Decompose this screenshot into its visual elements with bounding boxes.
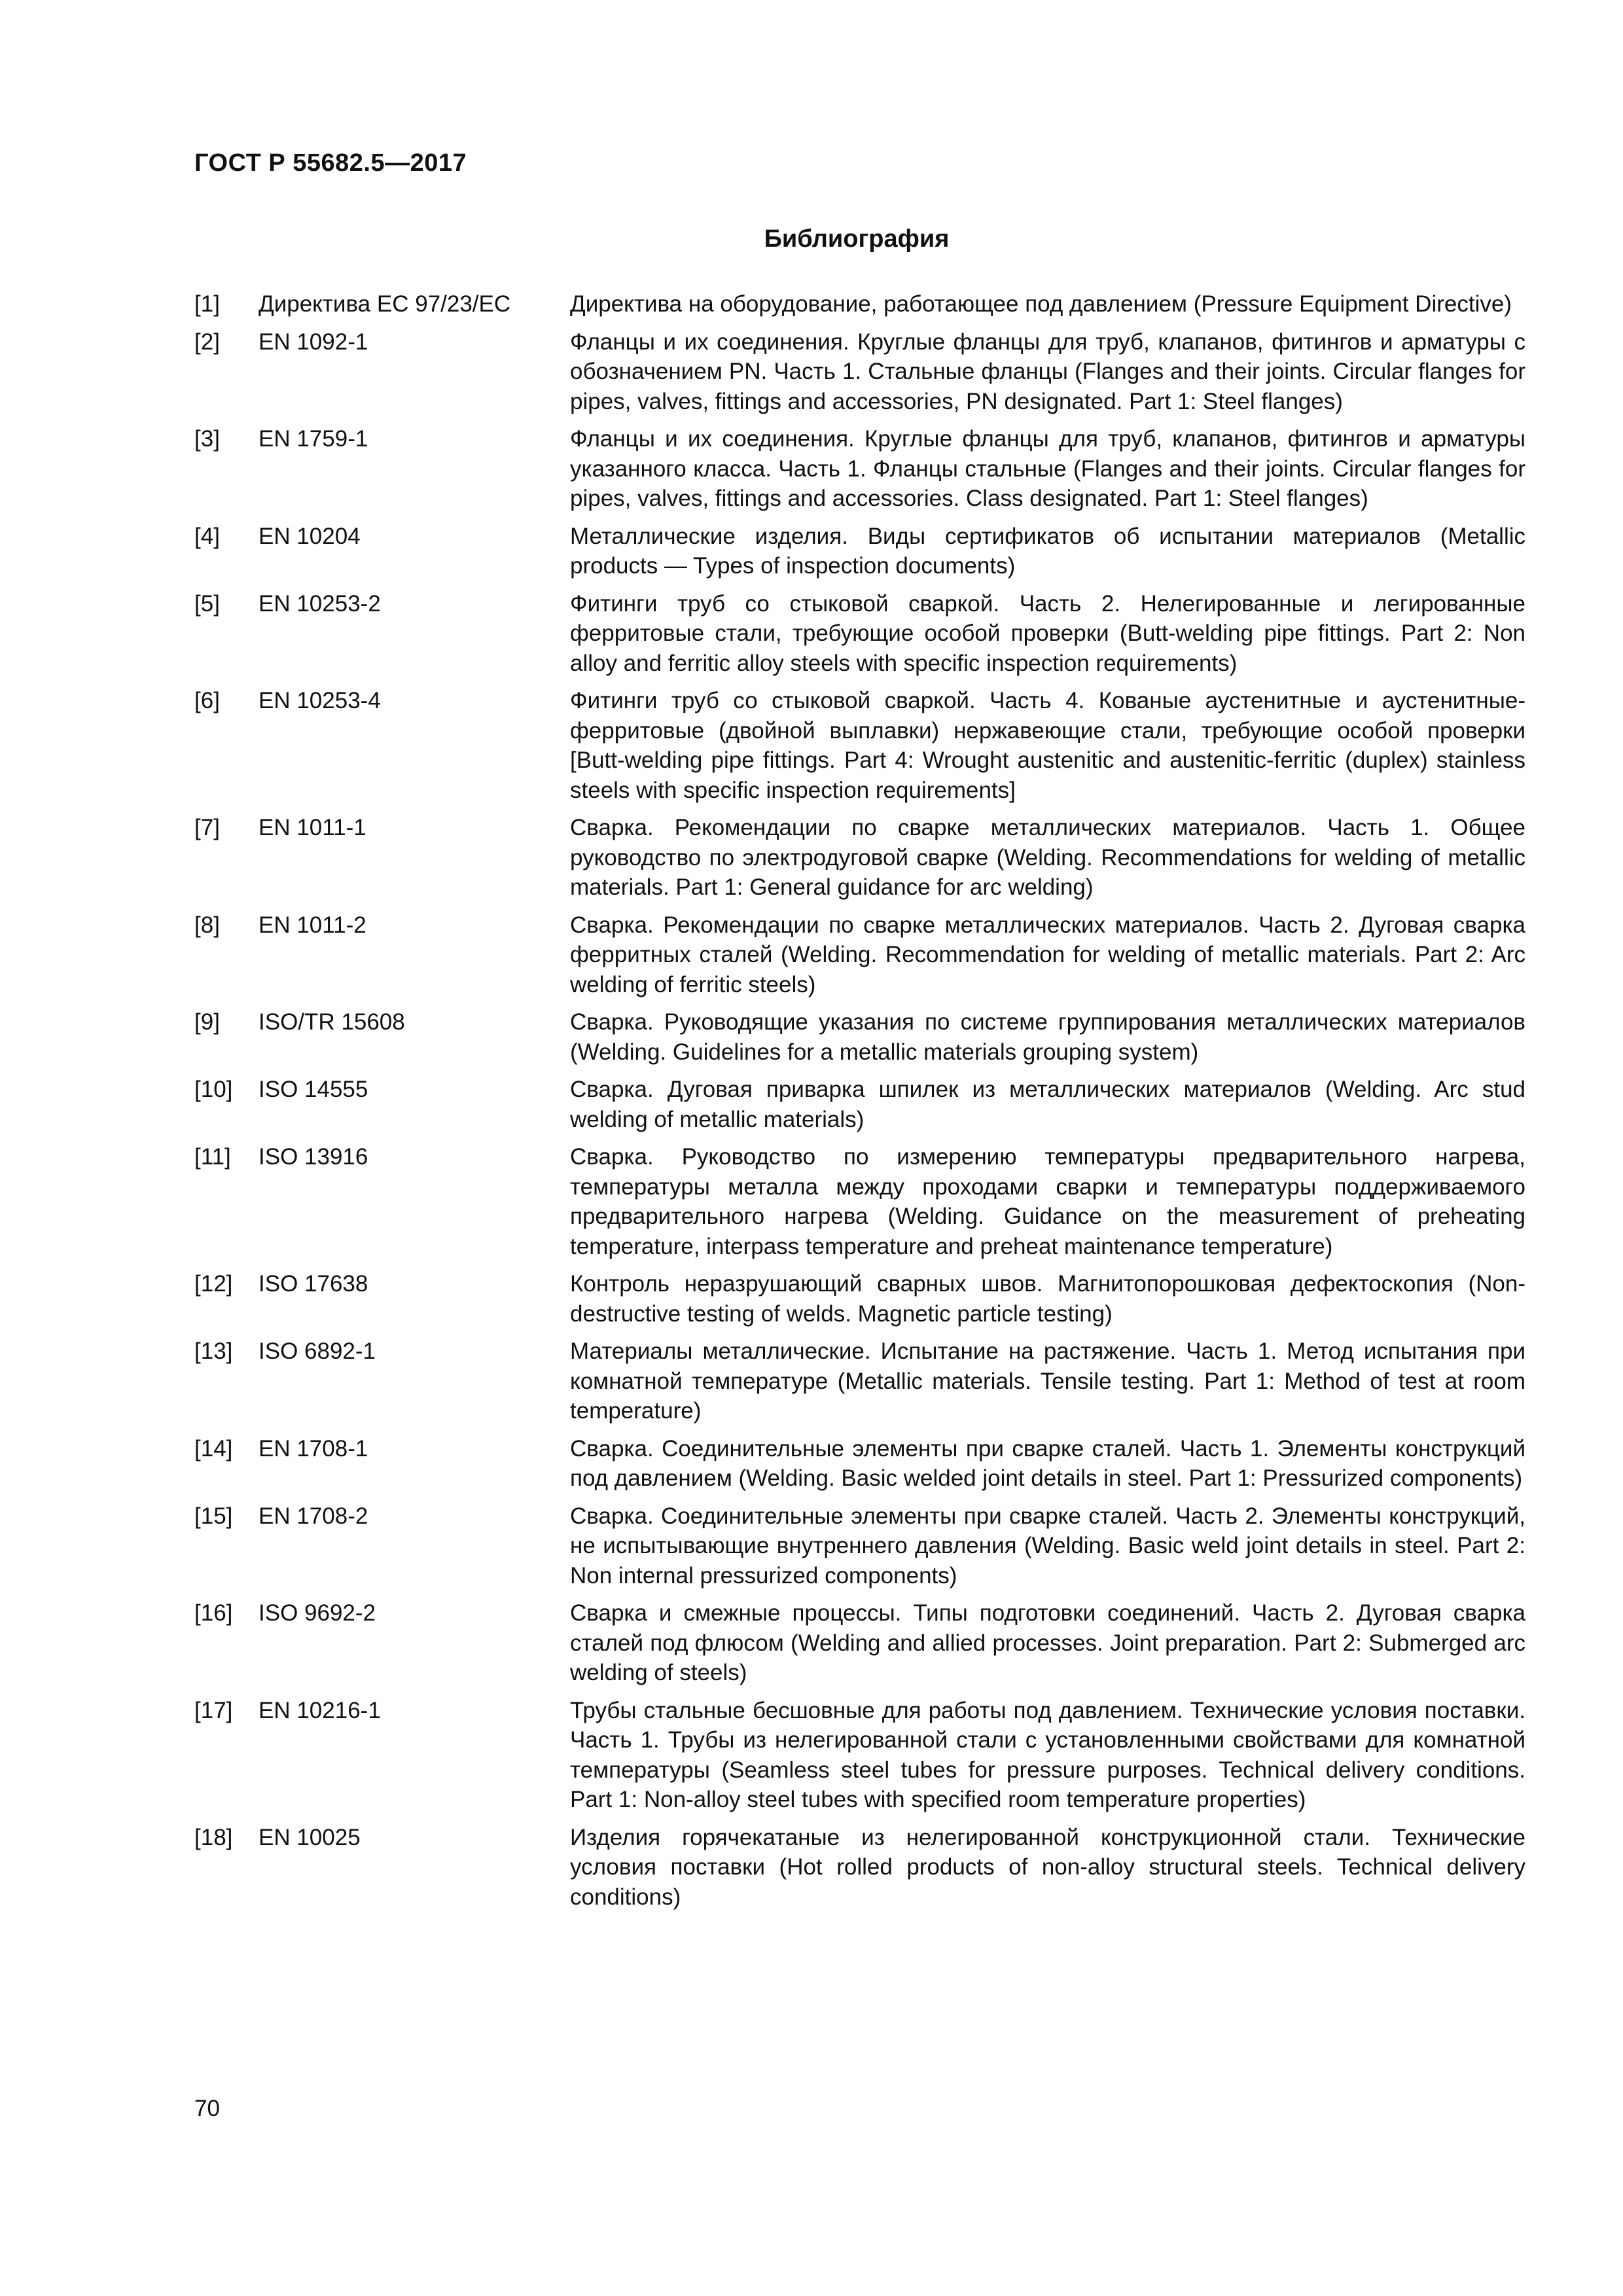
entry-number: [9] [194, 1009, 220, 1035]
entry-number: [11] [194, 1144, 231, 1170]
entry-description: Металлические изделия. Виды сертификатов об испытании материалов (Metallic products — Types of inspection documents) [570, 523, 1525, 579]
entry-reference: EN 1708-1 [259, 1435, 368, 1462]
bibliography-entry [194, 813, 1525, 903]
entry-reference: EN 1759-1 [259, 426, 368, 452]
entry-reference: EN 10253-4 [259, 688, 381, 713]
bibliography-entry [194, 1823, 1525, 1912]
bibliography-list [194, 289, 1525, 1920]
entry-number: [12] [194, 1271, 233, 1297]
bibliography-entry [194, 1269, 1525, 1329]
entry-number: [18] [194, 1824, 233, 1850]
entry-description: Сварка. Соединительные элементы при сварке сталей. Часть 1. Элементы конструкций под давлением (Welding. Basic welded joint details in steel. Part 1: Pressurized components) [570, 1435, 1525, 1491]
entry-description: Сварка. Руководство по измерению температуры предварительного нагрева, температуры металла между проходами сварки и температуры поддерживаемого предварительного нагрева (Welding. Guidance on the measurement of preheating temperature, interpass temperature and preheat maintenance temperature) [570, 1144, 1525, 1259]
entry-number: [10] [194, 1077, 233, 1102]
entry-reference: ISO 9692-2 [259, 1600, 376, 1626]
bibliography-entry [194, 910, 1525, 1000]
entry-reference: ISO 13916 [259, 1144, 368, 1170]
entry-number: [4] [194, 523, 220, 549]
entry-description: Фланцы и их соединения. Круглые фланцы для труб, клапанов, фитингов и арматуры с обозначением PN. Часть 1. Стальные фланцы (Flanges and their joints. Circular flanges for pipes, valves, fittings and accessories, PN designated. Part 1: Steel flanges) [570, 329, 1525, 414]
entry-description: Сварка. Рекомендации по сварке металлических материалов. Часть 1. Общее руководство по электродуговой сварке (Welding. Recommendations for welding of metallic materials. Part 1: General guidance for arc welding) [570, 815, 1525, 900]
entry-reference: ISO 17638 [259, 1271, 368, 1297]
bibliography-entry [194, 1501, 1525, 1591]
page-title: Библиография [764, 225, 950, 253]
bibliography-entry [194, 289, 1525, 319]
page-number: 70 [194, 2096, 220, 2121]
entry-description: Сварка и смежные процессы. Типы подготовки соединений. Часть 2. Дуговая сварка сталей под флюсом (Welding and allied processes. Joint preparation. Part 2: Submerged arc welding of steels) [570, 1600, 1525, 1685]
bibliography-entry [194, 1336, 1525, 1426]
bibliography-entry [194, 589, 1525, 679]
entry-reference: EN 1708-2 [259, 1503, 368, 1529]
bibliography-entry [194, 1434, 1525, 1494]
entry-description: Фитинги труб со стыковой сваркой. Часть 4. Кованые аустенитные и аустенитные-ферритовые (двойной выплавки) нержавеющие стали, требующие особой проверки [Butt-welding pipe fittings. Part 4: Wrought austenitic and austenitic-ferritic (duplex) stainless steels with specific inspection requirements] [570, 688, 1525, 803]
entry-reference: EN 1011-2 [259, 912, 366, 938]
document-code: ГОСТ Р 55682.5—2017 [194, 149, 467, 177]
entry-number: [14] [194, 1435, 233, 1462]
bibliography-entry [194, 327, 1525, 417]
entry-description: Фитинги труб со стыковой сваркой. Часть 2. Нелегированные и легированные ферритовые стали, требующие особой проверки (Butt-welding pipe fittings. Part 2: Non alloy and ferritic alloy steels with specific inspection requirements) [570, 590, 1525, 676]
entry-reference: EN 10025 [259, 1824, 361, 1850]
entry-description: Сварка. Дуговая приварка шпилек из металлических материалов (Welding. Arc stud welding of metallic materials) [570, 1077, 1525, 1132]
entry-reference: EN 10204 [259, 523, 361, 549]
entry-description: Директива на оборудование, работающее под давлением (Pressure Equipment Directive) [570, 291, 1512, 317]
bibliography-entry [194, 686, 1525, 805]
entry-description: Сварка. Рекомендации по сварке металлических материалов. Часть 2. Дуговая сварка ферритных сталей (Welding. Recommendation for welding of metallic materials. Part 2: Arc welding of ferritic steels) [570, 912, 1525, 997]
entry-reference: EN 10216-1 [259, 1697, 381, 1723]
bibliography-entry [194, 1142, 1525, 1261]
entry-reference: ISO 14555 [259, 1077, 368, 1102]
bibliography-entry [194, 1598, 1525, 1688]
entry-reference: Директива ЕС 97/23/ЕС [259, 291, 511, 317]
bibliography-entry [194, 522, 1525, 581]
entry-number: [16] [194, 1600, 233, 1626]
entry-description: Сварка. Руководящие указания по системе группирования металлических материалов (Welding. Guidelines for a metallic materials grouping system) [570, 1009, 1525, 1065]
entry-description: Материалы металлические. Испытание на растяжение. Часть 1. Метод испытания при комнатной температуре (Metallic materials. Tensile testing. Part 1: Method of test at room temperature) [570, 1338, 1525, 1424]
entry-number: [15] [194, 1503, 233, 1529]
entry-number: [1] [194, 291, 220, 317]
entry-description: Фланцы и их соединения. Круглые фланцы для труб, клапанов, фитингов и арматуры указанного класса. Часть 1. Фланцы стальные (Flanges and their joints. Circular flanges for pipes, valves, fittings and accessories. Class designated. Part 1: Steel flanges) [570, 426, 1525, 511]
entry-reference: EN 1092-1 [259, 329, 368, 355]
entry-number: [3] [194, 426, 220, 452]
entry-reference: EN 10253-2 [259, 590, 381, 617]
entry-number: [6] [194, 688, 220, 713]
bibliography-entry [194, 1696, 1525, 1815]
entry-reference: ISO/TR 15608 [259, 1009, 405, 1035]
bibliography-entry [194, 1075, 1525, 1134]
entry-number: [5] [194, 590, 220, 617]
bibliography-entry [194, 1007, 1525, 1067]
entry-number: [17] [194, 1697, 233, 1723]
entry-description: Трубы стальные бесшовные для работы под давлением. Технические условия поставки. Часть 1. Трубы из нелегированной стали с установленными свойствами для комнатной температуры (Seamless steel tubes for pressure purposes. Technical delivery conditions. Part 1: Non-alloy steel tubes with specified room temperature properties) [570, 1697, 1525, 1812]
entry-description: Контроль неразрушающий сварных швов. Магнитопорошковая дефектоскопия (Non-destructive testing of welds. Magnetic particle testing) [570, 1271, 1525, 1327]
bibliography-entry [194, 424, 1525, 514]
entry-number: [2] [194, 329, 220, 355]
entry-number: [7] [194, 815, 220, 840]
entry-reference: EN 1011-1 [259, 815, 366, 840]
entry-description: Изделия горячекатаные из нелегированной конструкционной стали. Технические условия поставки (Hot rolled products of non-alloy structural steels. Technical delivery conditions) [570, 1824, 1525, 1910]
entry-number: [8] [194, 912, 220, 938]
entry-number: [13] [194, 1338, 233, 1364]
entry-reference: ISO 6892-1 [259, 1338, 376, 1364]
entry-description: Сварка. Соединительные элементы при сварке сталей. Часть 2. Элементы конструкций, не испытывающие внутреннего давления (Welding. Basic weld joint details in steel. Part 2: Non internal pressurized components) [570, 1503, 1525, 1588]
